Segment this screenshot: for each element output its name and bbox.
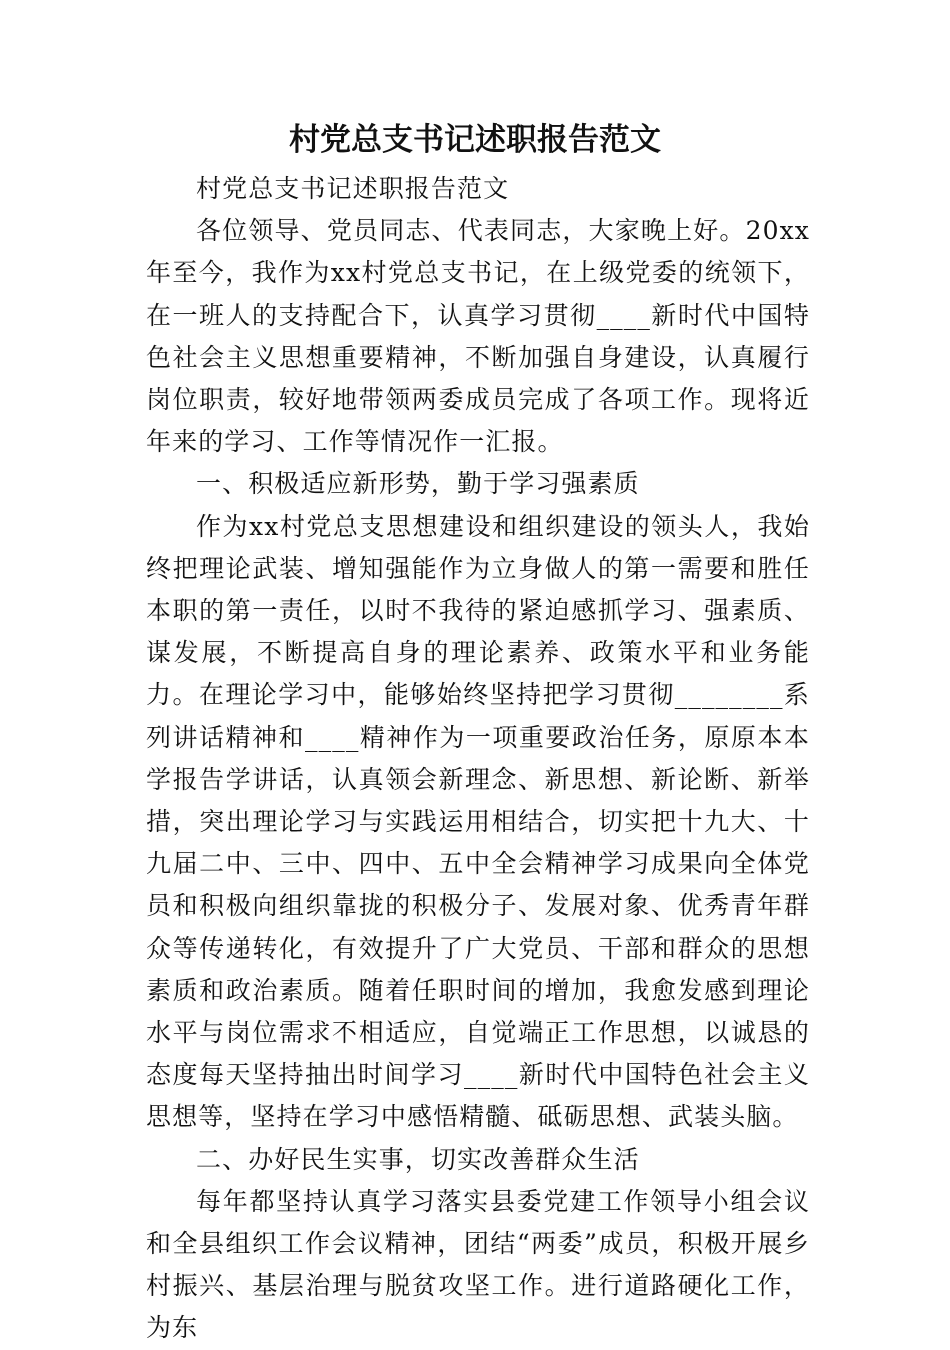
section-heading-2: 二、办好民生实事，切实改善群众生活: [196, 1144, 640, 1174]
paragraph-section-2: 每年都坚持认真学习落实县委党建工作领导小组会议和全县组织工作会议精神，团结“两委”成员，积极开展乡村振兴、基层治理与脱贫攻坚工作。进行道路硬化工作，为东: [146, 1186, 810, 1343]
document-title: 村党总支书记述职报告范文: [289, 122, 661, 158]
document-body: [146, 168, 810, 1350]
paragraph-opening: 各位领导、党员同志、代表同志，大家晚上好。20xx年至今，我作为xx村党总支书记，在上级党委的统领下，在一班人的支持配合下，认真学习贯彻____新时代中国特色社会主义思想重要精神，不断加强自身建设，认真履行岗位职责，较好地带领两委成员完成了各项工作。现将近年来的学习、工作等情况作一汇报。: [146, 216, 810, 457]
section-heading-1: 一、积极适应新形势，勤于学习强素质: [196, 469, 640, 499]
paragraph-section-1: 作为xx村党总支思想建设和组织建设的领头人，我始终把理论武装、增知强能作为立身做人的第一需要和胜任本职的第一责任，以时不我待的紧迫感抓学习、强素质、谋发展，不断提高自身的理论素养、政策水平和业务能力。在理论学习中，能够始终坚持把学习贯彻________系列讲话精神和____精神作为一项重要政治任务，原原本本学报告学讲话，认真领会新理念、新思想、新论断、新举措，突出理论学习与实践运用相结合，切实把十九大、十九届二中、三中、四中、五中全会精神学习成果向全体党员和积极向组织靠拢的积极分子、发展对象、优秀青年群众等传递转化，有效提升了广大党员、干部和群众的思想素质和政治素质。随着任职时间的增加，我愈发感到理论水平与岗位需求不相适应，自觉端正工作思想，以诚恳的态度每天坚持抽出时间学习____新时代中国特色社会主义思想等，坚持在学习中感悟精髓、砥砺思想、武装头脑。: [146, 511, 810, 1132]
paragraph-subtitle: 村党总支书记述职报告范文: [196, 174, 510, 203]
